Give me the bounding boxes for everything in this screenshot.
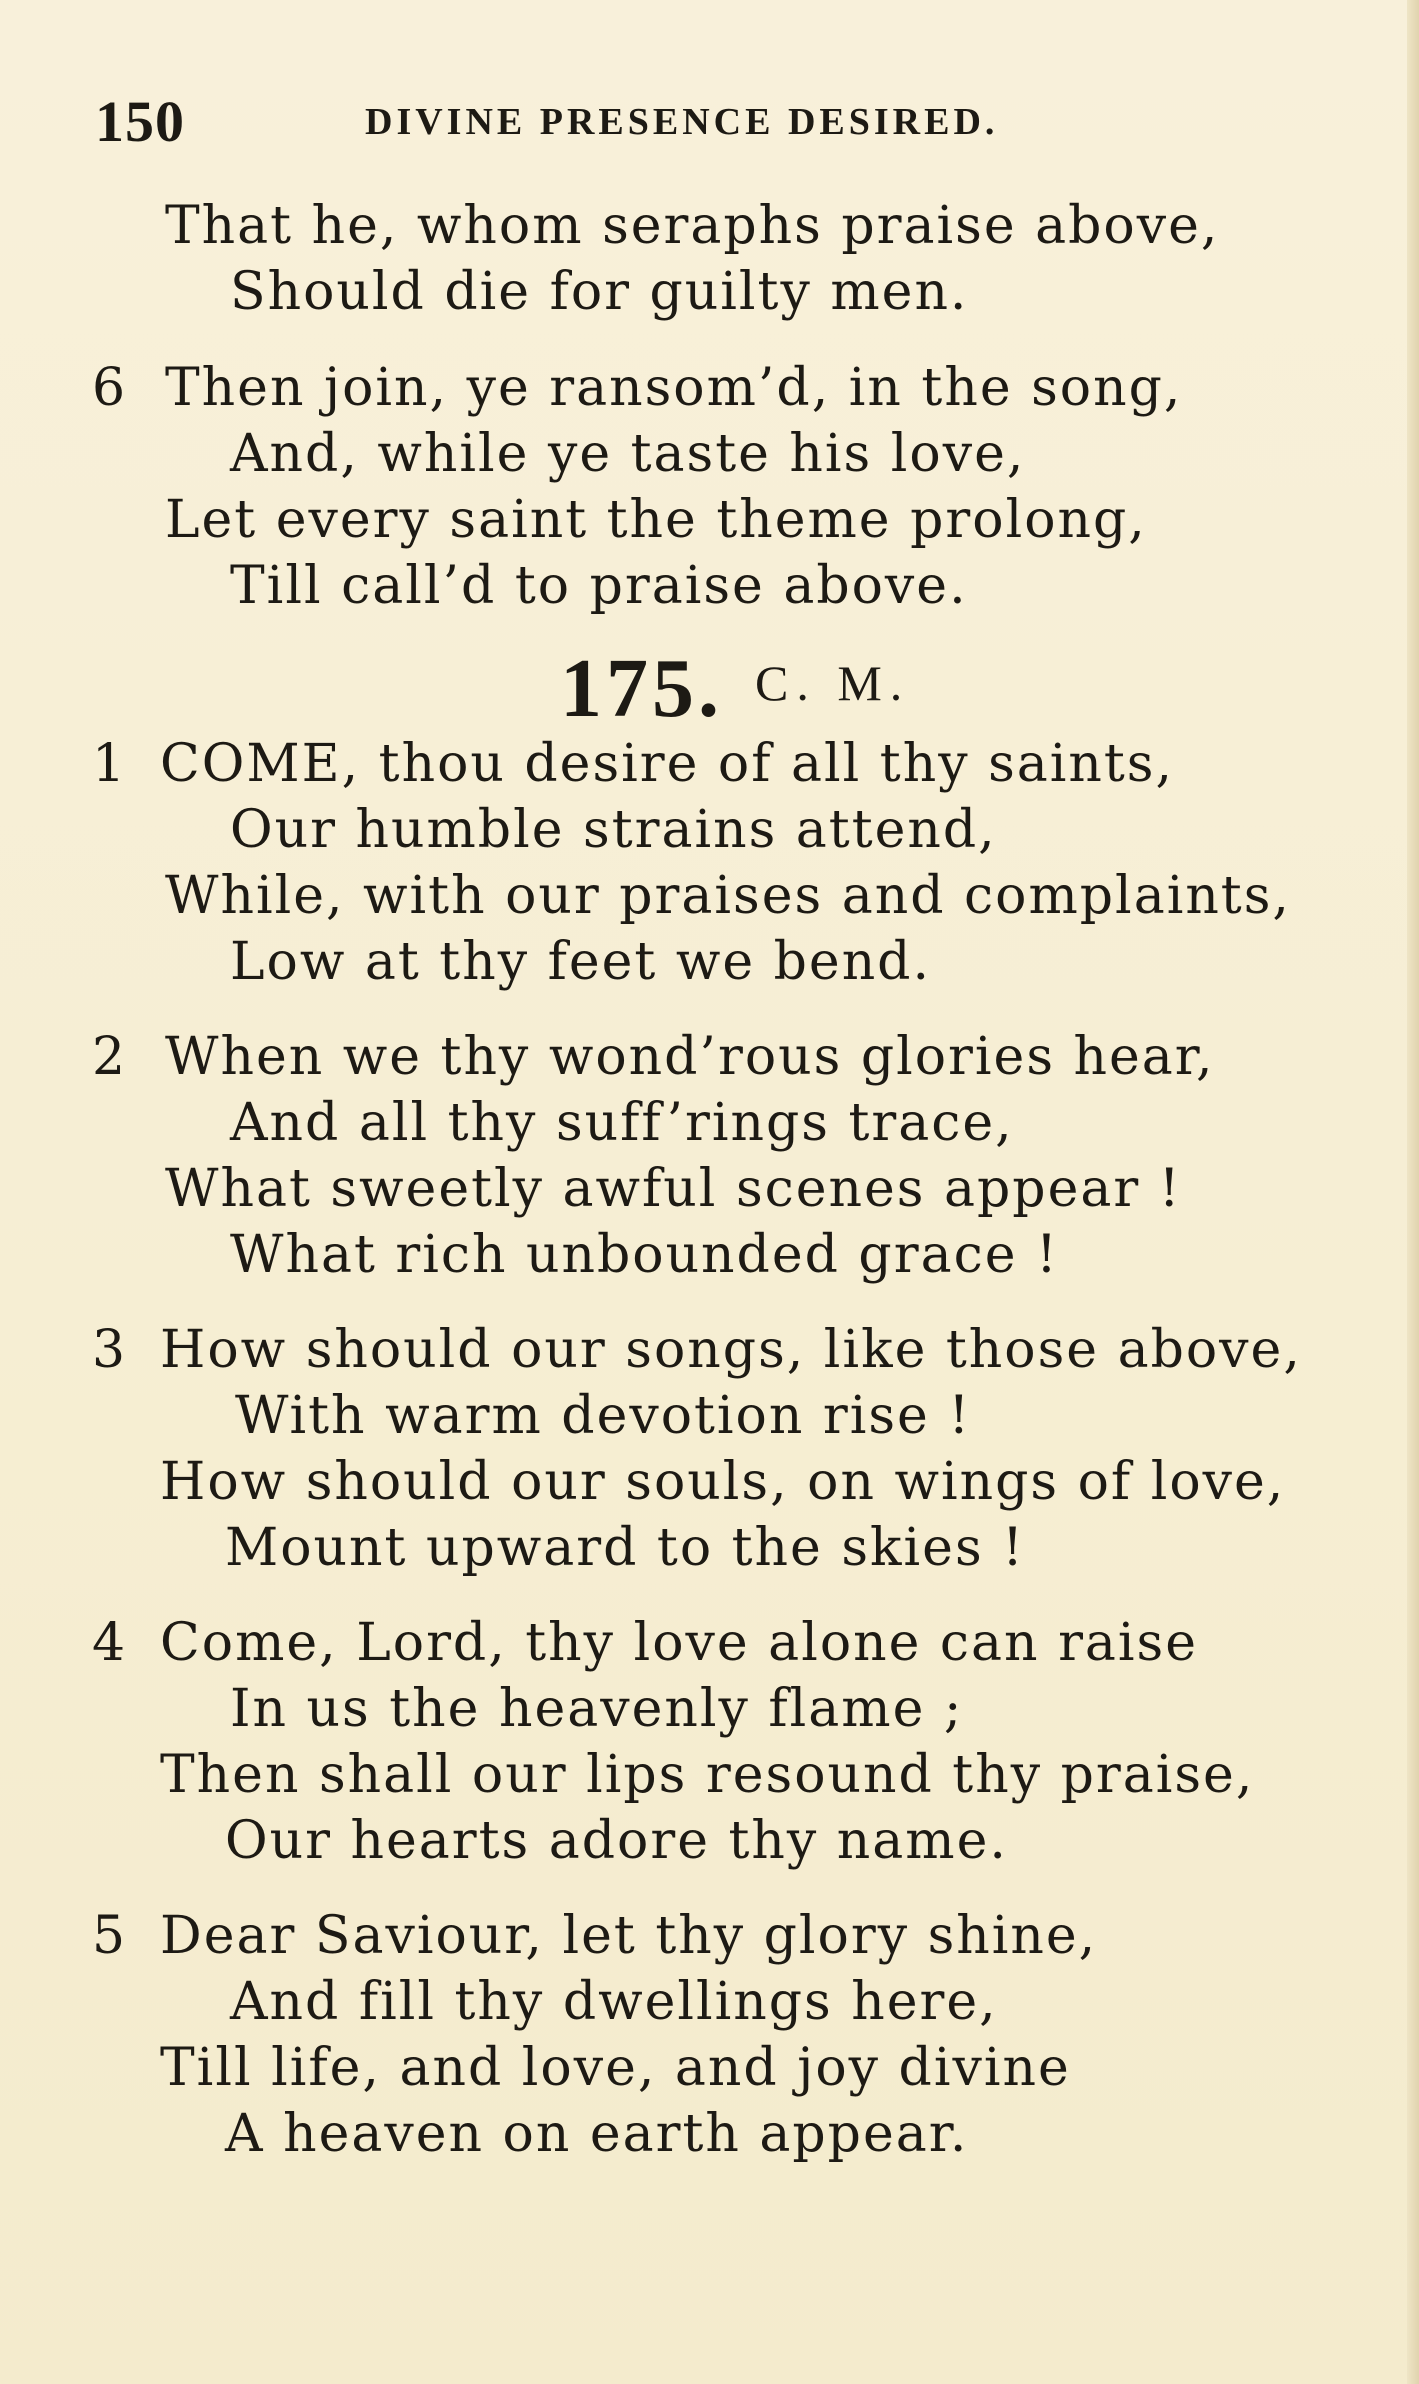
verse-line: And fill thy dwellings here, (230, 1972, 998, 2032)
verse-line: How should our souls, on wings of love, (160, 1452, 1286, 1512)
verse-line: Low at thy feet we bend. (230, 932, 931, 992)
verse-number: 3 (92, 1320, 126, 1380)
verse-line: What rich unbounded grace ! (230, 1225, 1059, 1285)
verse-line: Then shall our lips resound thy praise, (160, 1745, 1255, 1805)
verse-line: Should die for guilty men. (230, 262, 969, 322)
verse-line: Come, Lord, thy love alone can raise (160, 1613, 1199, 1673)
verse-line: Dear Saviour, let thy glory shine, (160, 1906, 1098, 1966)
stanza-number: 6 (92, 358, 126, 418)
verse-line: What sweetly awful scenes appear ! (165, 1159, 1182, 1219)
verse-line: Mount upward to the skies ! (225, 1518, 1026, 1578)
verse-number: 4 (92, 1613, 126, 1673)
verse-line: Till life, and love, and joy divine (160, 2038, 1071, 2098)
hymn-heading (560, 640, 910, 737)
verse-line: And all thy suff’rings trace, (230, 1093, 1014, 1153)
verse-line: In us the heavenly flame ; (230, 1679, 964, 1739)
verse-line: Our hearts adore thy name. (225, 1811, 1008, 1871)
verse-line: That he, whom seraphs praise above, (165, 196, 1220, 256)
verse-line: A heaven on earth appear. (225, 2104, 969, 2164)
verse-line: Then join, ye ransom’d, in the song, (165, 358, 1183, 418)
running-title: DIVINE PRESENCE DESIRED. (365, 101, 999, 143)
verse-number: 5 (92, 1906, 126, 1966)
verse-line: Our humble strains attend, (230, 800, 997, 860)
verse-line: Let every saint the theme prolong, (165, 490, 1147, 550)
verse-line: COME, thou desire of all thy saints, (160, 734, 1175, 794)
page-edge (1407, 0, 1419, 2384)
page-number: 150 (95, 89, 185, 154)
verse-line: And, while ye taste his love, (230, 424, 1026, 484)
page-header (95, 88, 1359, 154)
verse-number: 1 (92, 734, 126, 794)
verse-line: With warm devotion rise ! (235, 1386, 972, 1446)
verse-line: How should our songs, like those above, (160, 1320, 1302, 1380)
hymn-meter: C. M. (755, 655, 911, 711)
hymn-number: 175. (560, 642, 723, 735)
verse-line: While, with our praises and complaints, (165, 866, 1291, 926)
verse-line: When we thy wond’rous glories hear, (165, 1027, 1215, 1087)
verse-number: 2 (92, 1027, 126, 1087)
verse-line: Till call’d to praise above. (230, 556, 968, 616)
